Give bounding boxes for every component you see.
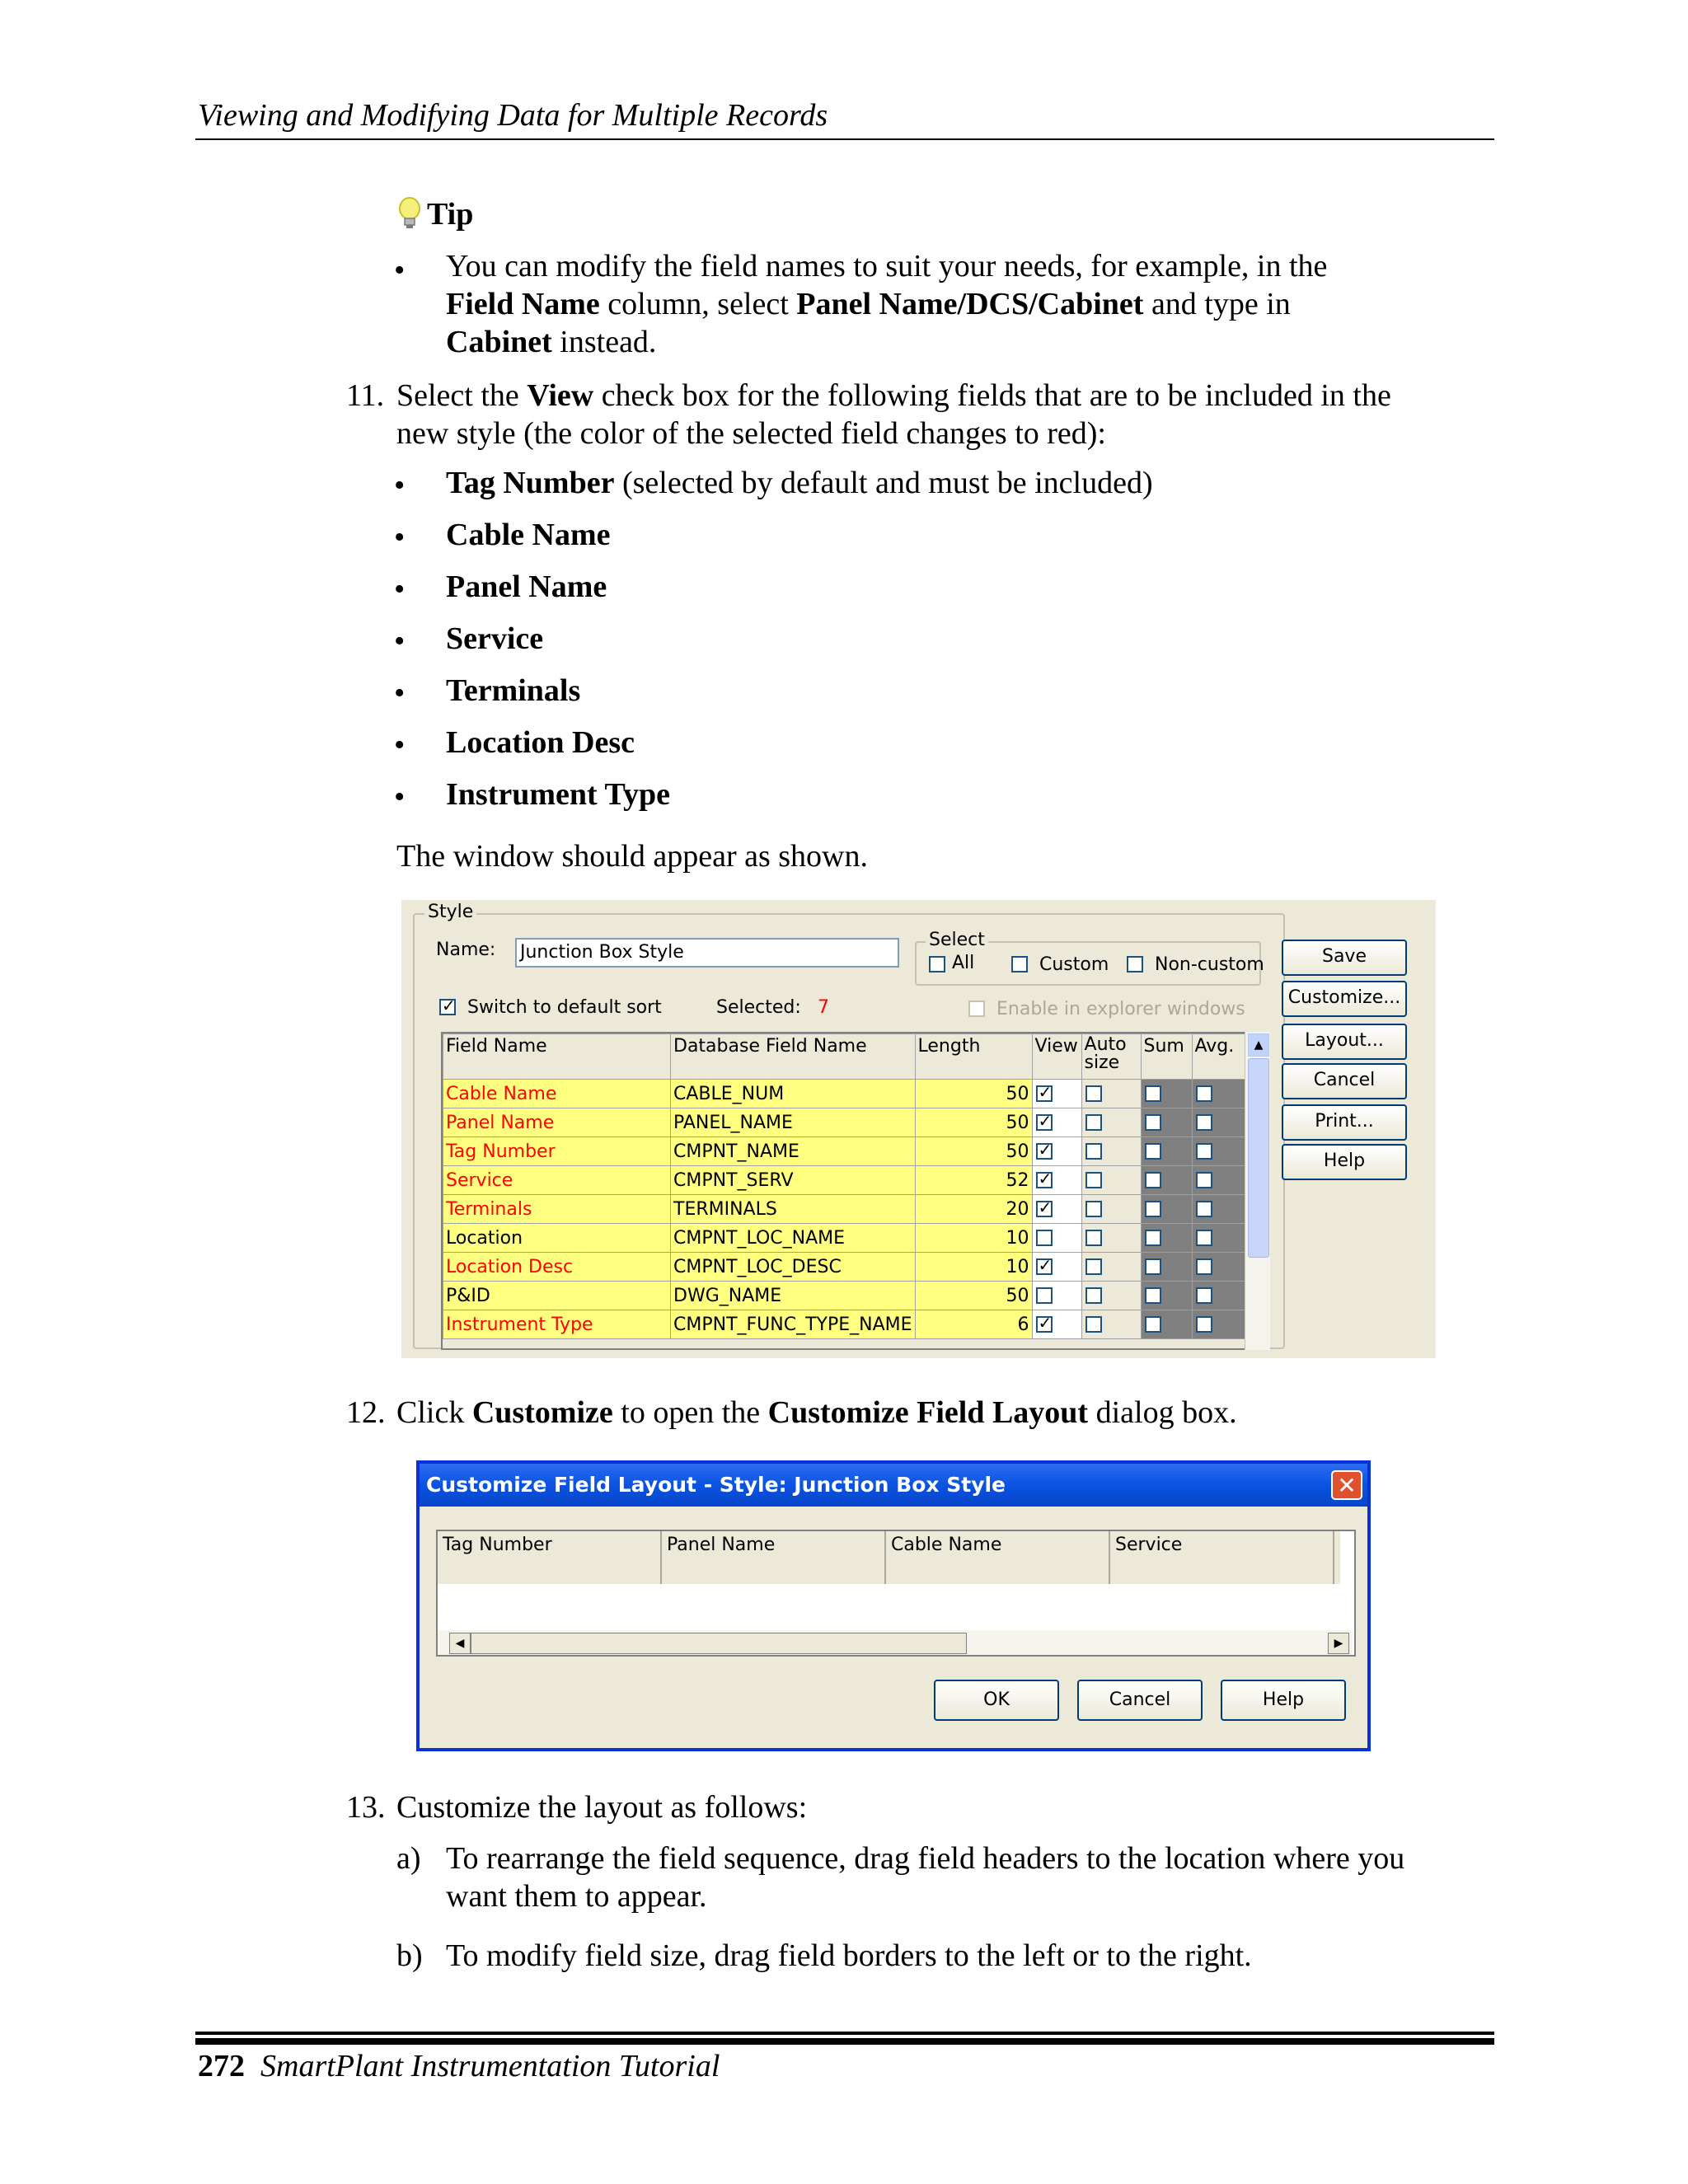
dialog-column-header[interactable]: Cable Name [886, 1531, 1110, 1584]
tip-text-1: You can modify the field names to suit your needs, for example, in the [446, 249, 1328, 284]
field-name-cell[interactable]: P&ID [443, 1282, 671, 1310]
avg-cell [1192, 1195, 1245, 1224]
avg-checkbox[interactable] [1196, 1172, 1212, 1188]
lightbulb-icon [396, 196, 424, 232]
database-field-cell: PANEL_NAME [671, 1108, 916, 1137]
scroll-up-icon[interactable]: ▲ [1248, 1033, 1269, 1057]
sum-cell [1141, 1253, 1192, 1282]
step-11-after: The window should appear as shown. [396, 839, 869, 874]
bullet-icon: • [394, 728, 406, 762]
dialog-help-button[interactable]: Help [1221, 1680, 1346, 1721]
tip-bullet-text [446, 247, 1501, 361]
table-row[interactable] [443, 1166, 1246, 1195]
select-noncustom-label: Non-custom [1155, 954, 1264, 975]
page-number: 272 [198, 2049, 245, 2083]
table-row[interactable] [443, 1253, 1246, 1282]
avg-cell [1192, 1310, 1245, 1339]
length-cell[interactable]: 10 [915, 1224, 1032, 1253]
view-cell [1032, 1253, 1081, 1282]
database-field-cell: CABLE_NUM [671, 1080, 916, 1108]
avg-checkbox[interactable] [1196, 1114, 1212, 1131]
sum-checkbox[interactable] [1145, 1287, 1161, 1304]
view-cell [1032, 1166, 1081, 1195]
select-custom-label: Custom [1039, 954, 1109, 975]
field-list-item-note: (selected by default and must be included) [614, 466, 1153, 500]
enable-explorer-checkbox[interactable] [968, 1001, 985, 1017]
step-12-bold-customize: Customize [471, 1395, 613, 1430]
auto-size-cell [1081, 1080, 1141, 1108]
bullet-icon: • [394, 676, 406, 710]
table-row[interactable] [443, 1108, 1246, 1137]
auto-size-checkbox[interactable] [1085, 1172, 1102, 1188]
select-group-label: Select [926, 930, 988, 950]
avg-checkbox[interactable] [1196, 1143, 1212, 1160]
database-field-cell: TERMINALS [671, 1195, 916, 1224]
avg-checkbox[interactable] [1196, 1085, 1212, 1102]
database-field-cell: CMPNT_NAME [671, 1137, 916, 1166]
step-13a-line1: To rearrange the field sequence, drag field headers to the location where you [446, 1841, 1405, 1876]
database-field-cell: DWG_NAME [671, 1282, 916, 1310]
grid-body [443, 1080, 1246, 1339]
field-name-cell[interactable]: Location [443, 1224, 671, 1253]
enable-explorer-label: Enable in explorer windows [996, 999, 1245, 1019]
sum-cell [1141, 1080, 1192, 1108]
dialog-title: Customize Field Layout - Style: Junction Box Style [426, 1473, 1006, 1497]
scroll-right-icon[interactable]: ▶ [1328, 1633, 1349, 1654]
sum-checkbox[interactable] [1145, 1085, 1161, 1102]
view-checkbox[interactable] [1036, 1114, 1053, 1131]
view-checkbox[interactable] [1036, 1316, 1053, 1333]
avg-cell [1192, 1253, 1245, 1282]
avg-cell [1192, 1224, 1245, 1253]
database-field-cell: CMPNT_LOC_DESC [671, 1253, 916, 1282]
database-field-cell: CMPNT_SERV [671, 1166, 916, 1195]
sum-checkbox[interactable] [1145, 1230, 1161, 1246]
avg-cell [1192, 1137, 1245, 1166]
step-11-text-2: check box for the following fields that are to be included in the [593, 378, 1391, 413]
step-13a-line2: want them to appear. [446, 1879, 707, 1914]
table-row[interactable] [443, 1195, 1246, 1224]
grid-column-header[interactable]: Avg. [1192, 1034, 1245, 1080]
auto-size-cell [1081, 1195, 1141, 1224]
view-cell [1032, 1282, 1081, 1310]
avg-cell [1192, 1282, 1245, 1310]
bullet-icon: • [394, 624, 406, 658]
step-12-bold-dialog-name: Customize Field Layout [767, 1395, 1089, 1430]
select-all-label: All [952, 953, 975, 973]
fields-grid [441, 1032, 1248, 1350]
sum-checkbox[interactable] [1145, 1258, 1161, 1275]
step-13a-text [446, 1840, 1517, 1915]
field-list-item-name: Instrument Type [446, 777, 671, 812]
field-layout-area [436, 1530, 1356, 1657]
view-checkbox[interactable] [1036, 1143, 1053, 1160]
auto-size-checkbox[interactable] [1085, 1143, 1102, 1160]
field-name-cell[interactable]: Tag Number [443, 1137, 671, 1166]
field-list-item [446, 464, 1153, 502]
auto-size-checkbox[interactable] [1085, 1201, 1102, 1217]
length-cell[interactable]: 52 [915, 1166, 1032, 1195]
help-button[interactable]: Help [1282, 1144, 1407, 1180]
bullet-icon: • [394, 468, 406, 503]
field-list-item-name: Location Desc [446, 725, 635, 760]
avg-cell [1192, 1166, 1245, 1195]
layout-button[interactable]: Layout... [1282, 1024, 1407, 1060]
grid-column-header[interactable]: Length [915, 1034, 1032, 1080]
field-name-cell[interactable]: Cable Name [443, 1080, 671, 1108]
database-field-cell: CMPNT_LOC_NAME [671, 1224, 916, 1253]
print-button[interactable]: Print... [1282, 1104, 1407, 1141]
table-row[interactable] [443, 1080, 1246, 1108]
grid-column-header[interactable]: Sum [1141, 1034, 1192, 1080]
auto-size-cell [1081, 1108, 1141, 1137]
avg-checkbox[interactable] [1196, 1258, 1212, 1275]
step-13a-label: a) [396, 1841, 421, 1876]
step-11-text-1: Select the [396, 378, 528, 413]
dialog-horizontal-scrollbar[interactable] [438, 1630, 1353, 1655]
auto-size-cell [1081, 1310, 1141, 1339]
field-list-item-name: Service [446, 621, 544, 656]
header-rule [195, 138, 1494, 140]
view-cell [1032, 1137, 1081, 1166]
dialog-column-header[interactable]: Panel Name [662, 1531, 886, 1584]
customize-field-layout-dialog [416, 1460, 1371, 1751]
avg-checkbox[interactable] [1196, 1230, 1212, 1246]
grid-vertical-scrollbar[interactable] [1245, 1032, 1270, 1350]
sum-cell [1141, 1224, 1192, 1253]
switch-default-sort-label: Switch to default sort [467, 997, 662, 1018]
style-name-input[interactable]: Junction Box Style [515, 938, 899, 968]
select-all-checkbox[interactable] [929, 956, 945, 972]
dialog-scroll-thumb[interactable] [471, 1633, 967, 1654]
sum-checkbox[interactable] [1145, 1172, 1161, 1188]
sum-checkbox[interactable] [1145, 1201, 1161, 1217]
save-button[interactable]: Save [1282, 940, 1407, 976]
tip-text-3: and type in [1143, 287, 1291, 321]
grid-column-header[interactable]: Auto size [1081, 1034, 1141, 1080]
bullet-icon: • [394, 520, 406, 555]
step-12-text [396, 1394, 1501, 1432]
length-cell[interactable]: 50 [915, 1108, 1032, 1137]
tip-bold-panel-name: Panel Name/DCS/Cabinet [796, 287, 1144, 321]
sum-cell [1141, 1166, 1192, 1195]
tip-bold-cabinet: Cabinet [446, 325, 552, 359]
step-12-text-3: dialog box. [1088, 1395, 1237, 1430]
field-name-cell[interactable]: Panel Name [443, 1108, 671, 1137]
field-name-cell[interactable]: Location Desc [443, 1253, 671, 1282]
view-checkbox[interactable] [1036, 1172, 1053, 1188]
field-list-item [446, 516, 610, 554]
grid-column-header[interactable]: Database Field Name [671, 1034, 916, 1080]
sum-cell [1141, 1310, 1192, 1339]
field-list-item [446, 568, 607, 606]
footer-rule-thick [195, 2038, 1494, 2045]
step-13b-text: To modify field size, drag field borders to the left or to the right. [446, 1938, 1252, 1973]
name-label: Name: [436, 940, 496, 960]
grid-column-header[interactable]: View [1032, 1034, 1081, 1080]
view-cell [1032, 1080, 1081, 1108]
switch-default-sort-checkbox[interactable] [439, 999, 456, 1015]
fields-table [443, 1033, 1246, 1339]
step-11-text-3: new style (the color of the selected field changes to red): [396, 416, 1106, 451]
avg-checkbox[interactable] [1196, 1316, 1212, 1333]
tip-text-4: instead. [551, 325, 657, 359]
field-list-item [446, 620, 543, 658]
step-11-text [396, 377, 1501, 452]
dialog-cancel-button[interactable]: Cancel [1077, 1680, 1203, 1721]
field-name-cell[interactable]: Instrument Type [443, 1310, 671, 1339]
view-cell [1032, 1224, 1081, 1253]
tip-heading-text: Tip [427, 197, 474, 232]
sum-checkbox[interactable] [1145, 1143, 1161, 1160]
auto-size-checkbox[interactable] [1085, 1114, 1102, 1131]
step-11-number: 11. [346, 378, 385, 413]
sum-cell [1141, 1195, 1192, 1224]
avg-cell [1192, 1108, 1245, 1137]
view-checkbox[interactable] [1036, 1201, 1053, 1217]
view-cell [1032, 1108, 1081, 1137]
table-row[interactable] [443, 1310, 1246, 1339]
step-12-text-2: to open the [612, 1395, 768, 1430]
auto-size-cell [1081, 1253, 1141, 1282]
avg-checkbox[interactable] [1196, 1201, 1212, 1217]
ok-button[interactable]: OK [934, 1680, 1059, 1721]
field-name-cell[interactable]: Service [443, 1166, 671, 1195]
style-group-label: Style [424, 902, 476, 922]
view-checkbox[interactable] [1036, 1258, 1053, 1275]
length-cell[interactable]: 10 [915, 1253, 1032, 1282]
field-list-item-name: Terminals [446, 673, 581, 708]
auto-size-cell [1081, 1224, 1141, 1253]
select-noncustom-checkbox[interactable] [1127, 956, 1143, 972]
auto-size-cell [1081, 1137, 1141, 1166]
auto-size-cell [1081, 1282, 1141, 1310]
length-cell[interactable]: 6 [915, 1310, 1032, 1339]
cancel-button[interactable]: Cancel [1282, 1063, 1407, 1099]
step-13-text: Customize the layout as follows: [396, 1790, 808, 1825]
field-list-item [446, 724, 635, 762]
step-11-bold-view: View [527, 378, 594, 413]
step-12-number: 12. [346, 1395, 386, 1430]
tip-bold-field-name: Field Name [446, 287, 600, 321]
auto-size-cell [1081, 1166, 1141, 1195]
footer-title: SmartPlant Instrumentation Tutorial [260, 2049, 720, 2083]
avg-cell [1192, 1080, 1245, 1108]
view-cell [1032, 1310, 1081, 1339]
sum-cell [1141, 1108, 1192, 1137]
view-cell [1032, 1195, 1081, 1224]
auto-size-checkbox[interactable] [1085, 1230, 1102, 1246]
auto-size-checkbox[interactable] [1085, 1287, 1102, 1304]
field-list-item-name: Tag Number [446, 466, 615, 500]
view-checkbox[interactable] [1036, 1085, 1053, 1102]
scroll-left-icon[interactable]: ◀ [449, 1633, 471, 1654]
bullet-icon: • [394, 253, 406, 288]
tip-heading [396, 196, 473, 232]
footer-rule [195, 2032, 1494, 2035]
field-list-item-name: Cable Name [446, 518, 611, 552]
length-cell[interactable]: 20 [915, 1195, 1032, 1224]
step-12-text-1: Click [396, 1395, 472, 1430]
dialog-column-header[interactable]: Tag Number [438, 1531, 662, 1584]
sum-cell [1141, 1282, 1192, 1310]
view-checkbox[interactable] [1036, 1287, 1053, 1304]
dialog-header-row [438, 1531, 1340, 1584]
length-cell[interactable]: 50 [915, 1137, 1032, 1166]
field-list-item [446, 672, 580, 710]
scroll-thumb[interactable] [1248, 1058, 1269, 1258]
auto-size-checkbox[interactable] [1085, 1316, 1102, 1333]
field-list-item [446, 776, 670, 813]
length-cell[interactable]: 50 [915, 1080, 1032, 1108]
close-icon[interactable]: ✕ [1331, 1470, 1362, 1500]
table-row[interactable] [443, 1224, 1246, 1253]
customize-button[interactable]: Customize... [1282, 981, 1407, 1017]
field-name-cell[interactable]: Terminals [443, 1195, 671, 1224]
grid-column-header[interactable]: Field Name [443, 1034, 671, 1080]
dialog-titlebar [420, 1464, 1367, 1507]
table-row[interactable] [443, 1282, 1246, 1310]
table-row[interactable] [443, 1137, 1246, 1166]
selected-label: Selected: [716, 997, 801, 1018]
avg-checkbox[interactable] [1196, 1287, 1212, 1304]
auto-size-checkbox[interactable] [1085, 1085, 1102, 1102]
dialog-column-header[interactable]: Service [1110, 1531, 1334, 1584]
sum-checkbox[interactable] [1145, 1316, 1161, 1333]
step-13b-label: b) [396, 1938, 423, 1973]
view-checkbox[interactable] [1036, 1230, 1053, 1246]
select-custom-checkbox[interactable] [1011, 956, 1028, 972]
tip-text-2: column, select [599, 287, 797, 321]
bullet-icon: • [394, 572, 406, 607]
field-list-item-name: Panel Name [446, 569, 607, 604]
length-cell[interactable]: 50 [915, 1282, 1032, 1310]
sum-cell [1141, 1137, 1192, 1166]
sum-checkbox[interactable] [1145, 1114, 1161, 1131]
database-field-cell: CMPNT_FUNC_TYPE_NAME [671, 1310, 916, 1339]
page-footer [198, 2048, 720, 2084]
grid-header-row [443, 1034, 1246, 1080]
running-head: Viewing and Modifying Data for Multiple Records [198, 98, 828, 133]
bullet-icon: • [394, 780, 406, 814]
selected-count: 7 [818, 997, 829, 1018]
auto-size-checkbox[interactable] [1085, 1258, 1102, 1275]
step-13-number: 13. [346, 1790, 386, 1825]
